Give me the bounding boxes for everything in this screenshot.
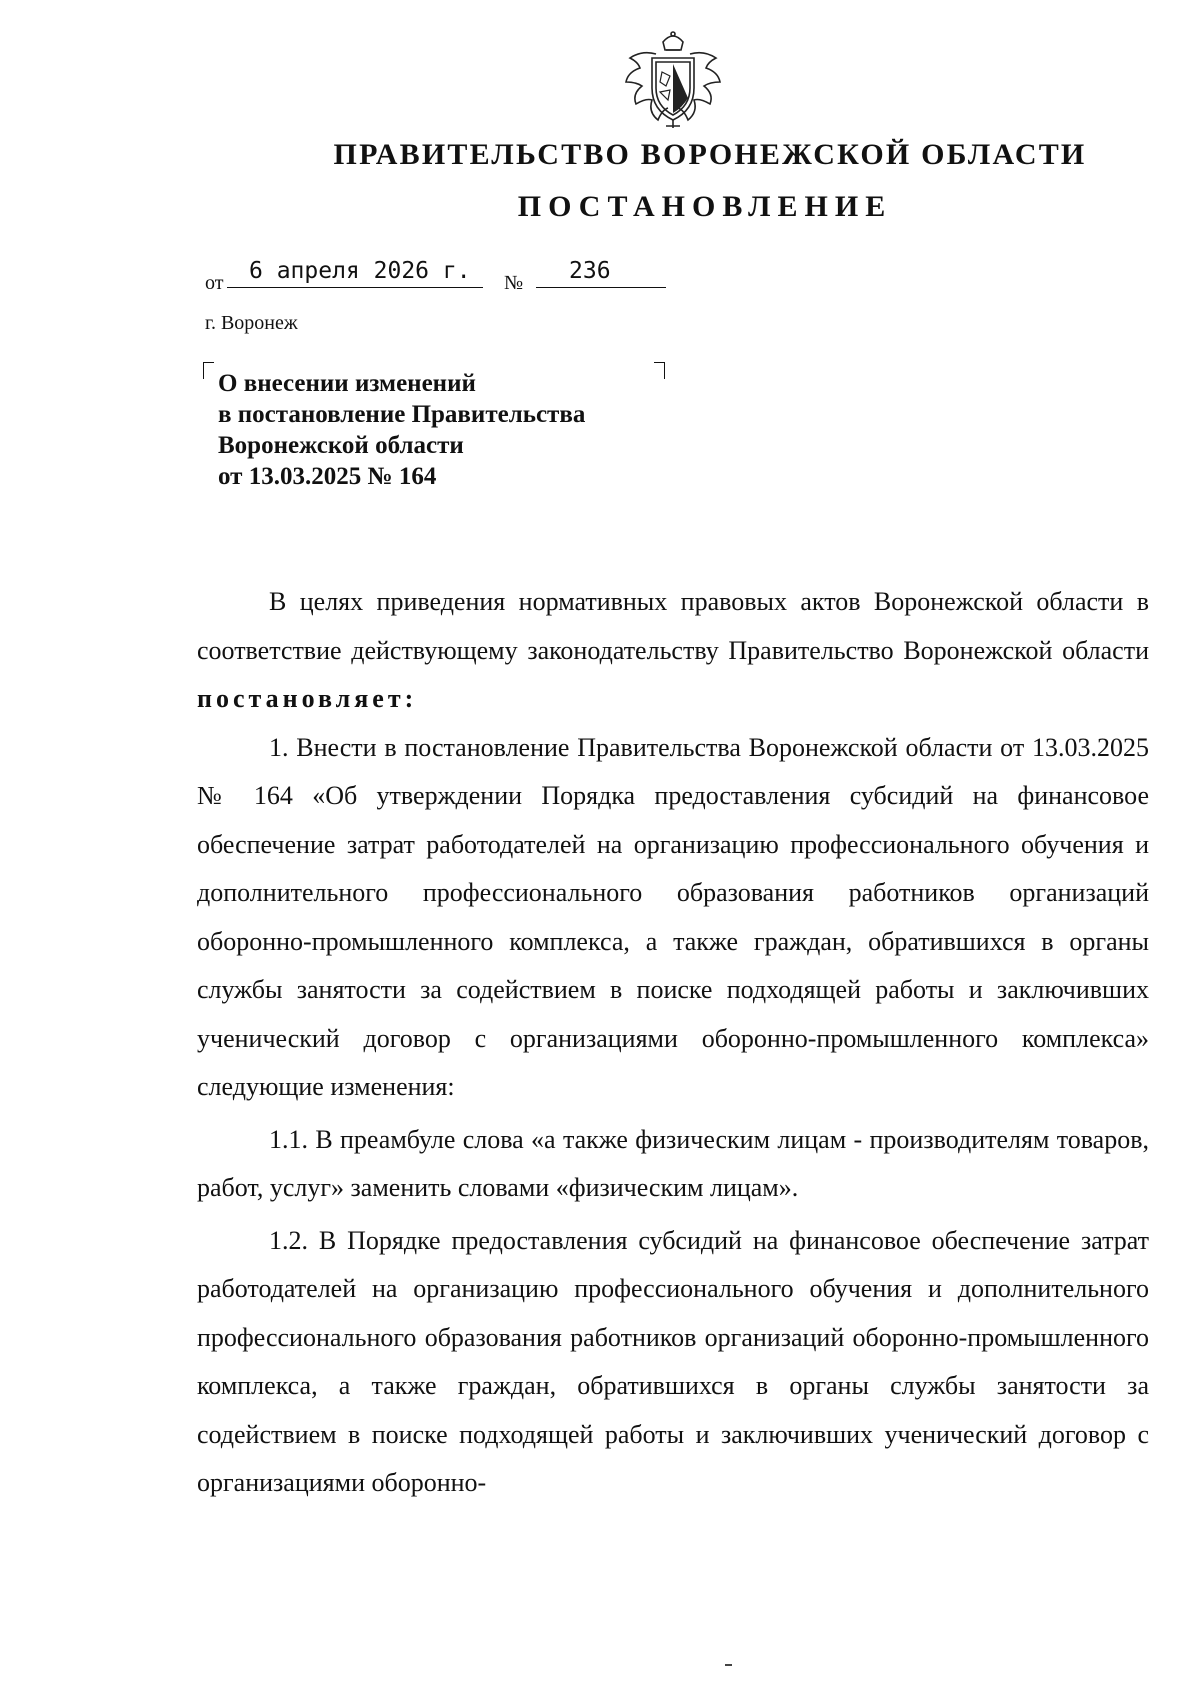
document-body xyxy=(197,578,1149,1508)
document-number: 236 xyxy=(536,258,666,288)
date-prefix: от xyxy=(205,272,224,294)
document-date: 6 апреля 2026 г. xyxy=(227,258,483,288)
page-mark xyxy=(725,1664,732,1666)
item-1-paragraph: 1. Внести в постановление Правительства Воронежской области от 13.03.2025 № 164 «Об утверждении Порядка предоставления субсидий на финансовое обеспечение затрат работодателей на организацию профессионального обучения и дополнительного профессионального образования работников организаций оборонно-промышленного комплекса, а также граждан, обратившихся в органы службы занятости за содействием в поиске подходящей работы и заключивших ученический договор с организациями оборонно-промышленного комплекса» следующие изменения: xyxy=(197,732,1149,1101)
organization-title: ПРАВИТЕЛЬСТВО ВОРОНЕЖСКОЙ ОБЛАСТИ xyxy=(333,138,1087,171)
subject-line: от 13.03.2025 № 164 xyxy=(218,463,437,490)
subject-right-bracket xyxy=(654,362,665,379)
subject-line: О внесении изменений xyxy=(218,370,476,397)
city: г. Воронеж xyxy=(205,312,298,334)
coat-of-arms-icon xyxy=(618,28,728,134)
subject-left-bracket xyxy=(203,362,214,379)
document-subject xyxy=(218,368,585,492)
item-1-2-paragraph: 1.2. В Порядке предоставления субсидий на финансовое обеспечение затрат работодателей на организацию профессионального обучения и дополнительного профессионального образования работников организаций оборонно-промышленного комплекса, а также граждан, обратившихся в органы службы занятости за содействием в поиске подходящей работы и заключивших ученический договор с организациями оборонно- xyxy=(197,1225,1149,1497)
preamble-verb: постановляет: xyxy=(197,684,418,713)
preamble-paragraph xyxy=(197,578,1149,724)
subject-line: в постановление Правительства xyxy=(218,401,586,428)
number-sign: № xyxy=(504,272,524,294)
document-type: ПОСТАНОВЛЕНИЕ xyxy=(517,190,893,223)
item-1-1-paragraph: 1.1. В преамбуле слова «а также физическим лицам - производителям товаров, работ, услуг» заменить словами «физическим лицам». xyxy=(197,1124,1149,1202)
preamble-text: В целях приведения нормативных правовых актов Воронежской области в соответствие действующему законодательству Правительство Воронежской области xyxy=(197,587,1149,665)
subject-line: Воронежской области xyxy=(218,432,464,459)
